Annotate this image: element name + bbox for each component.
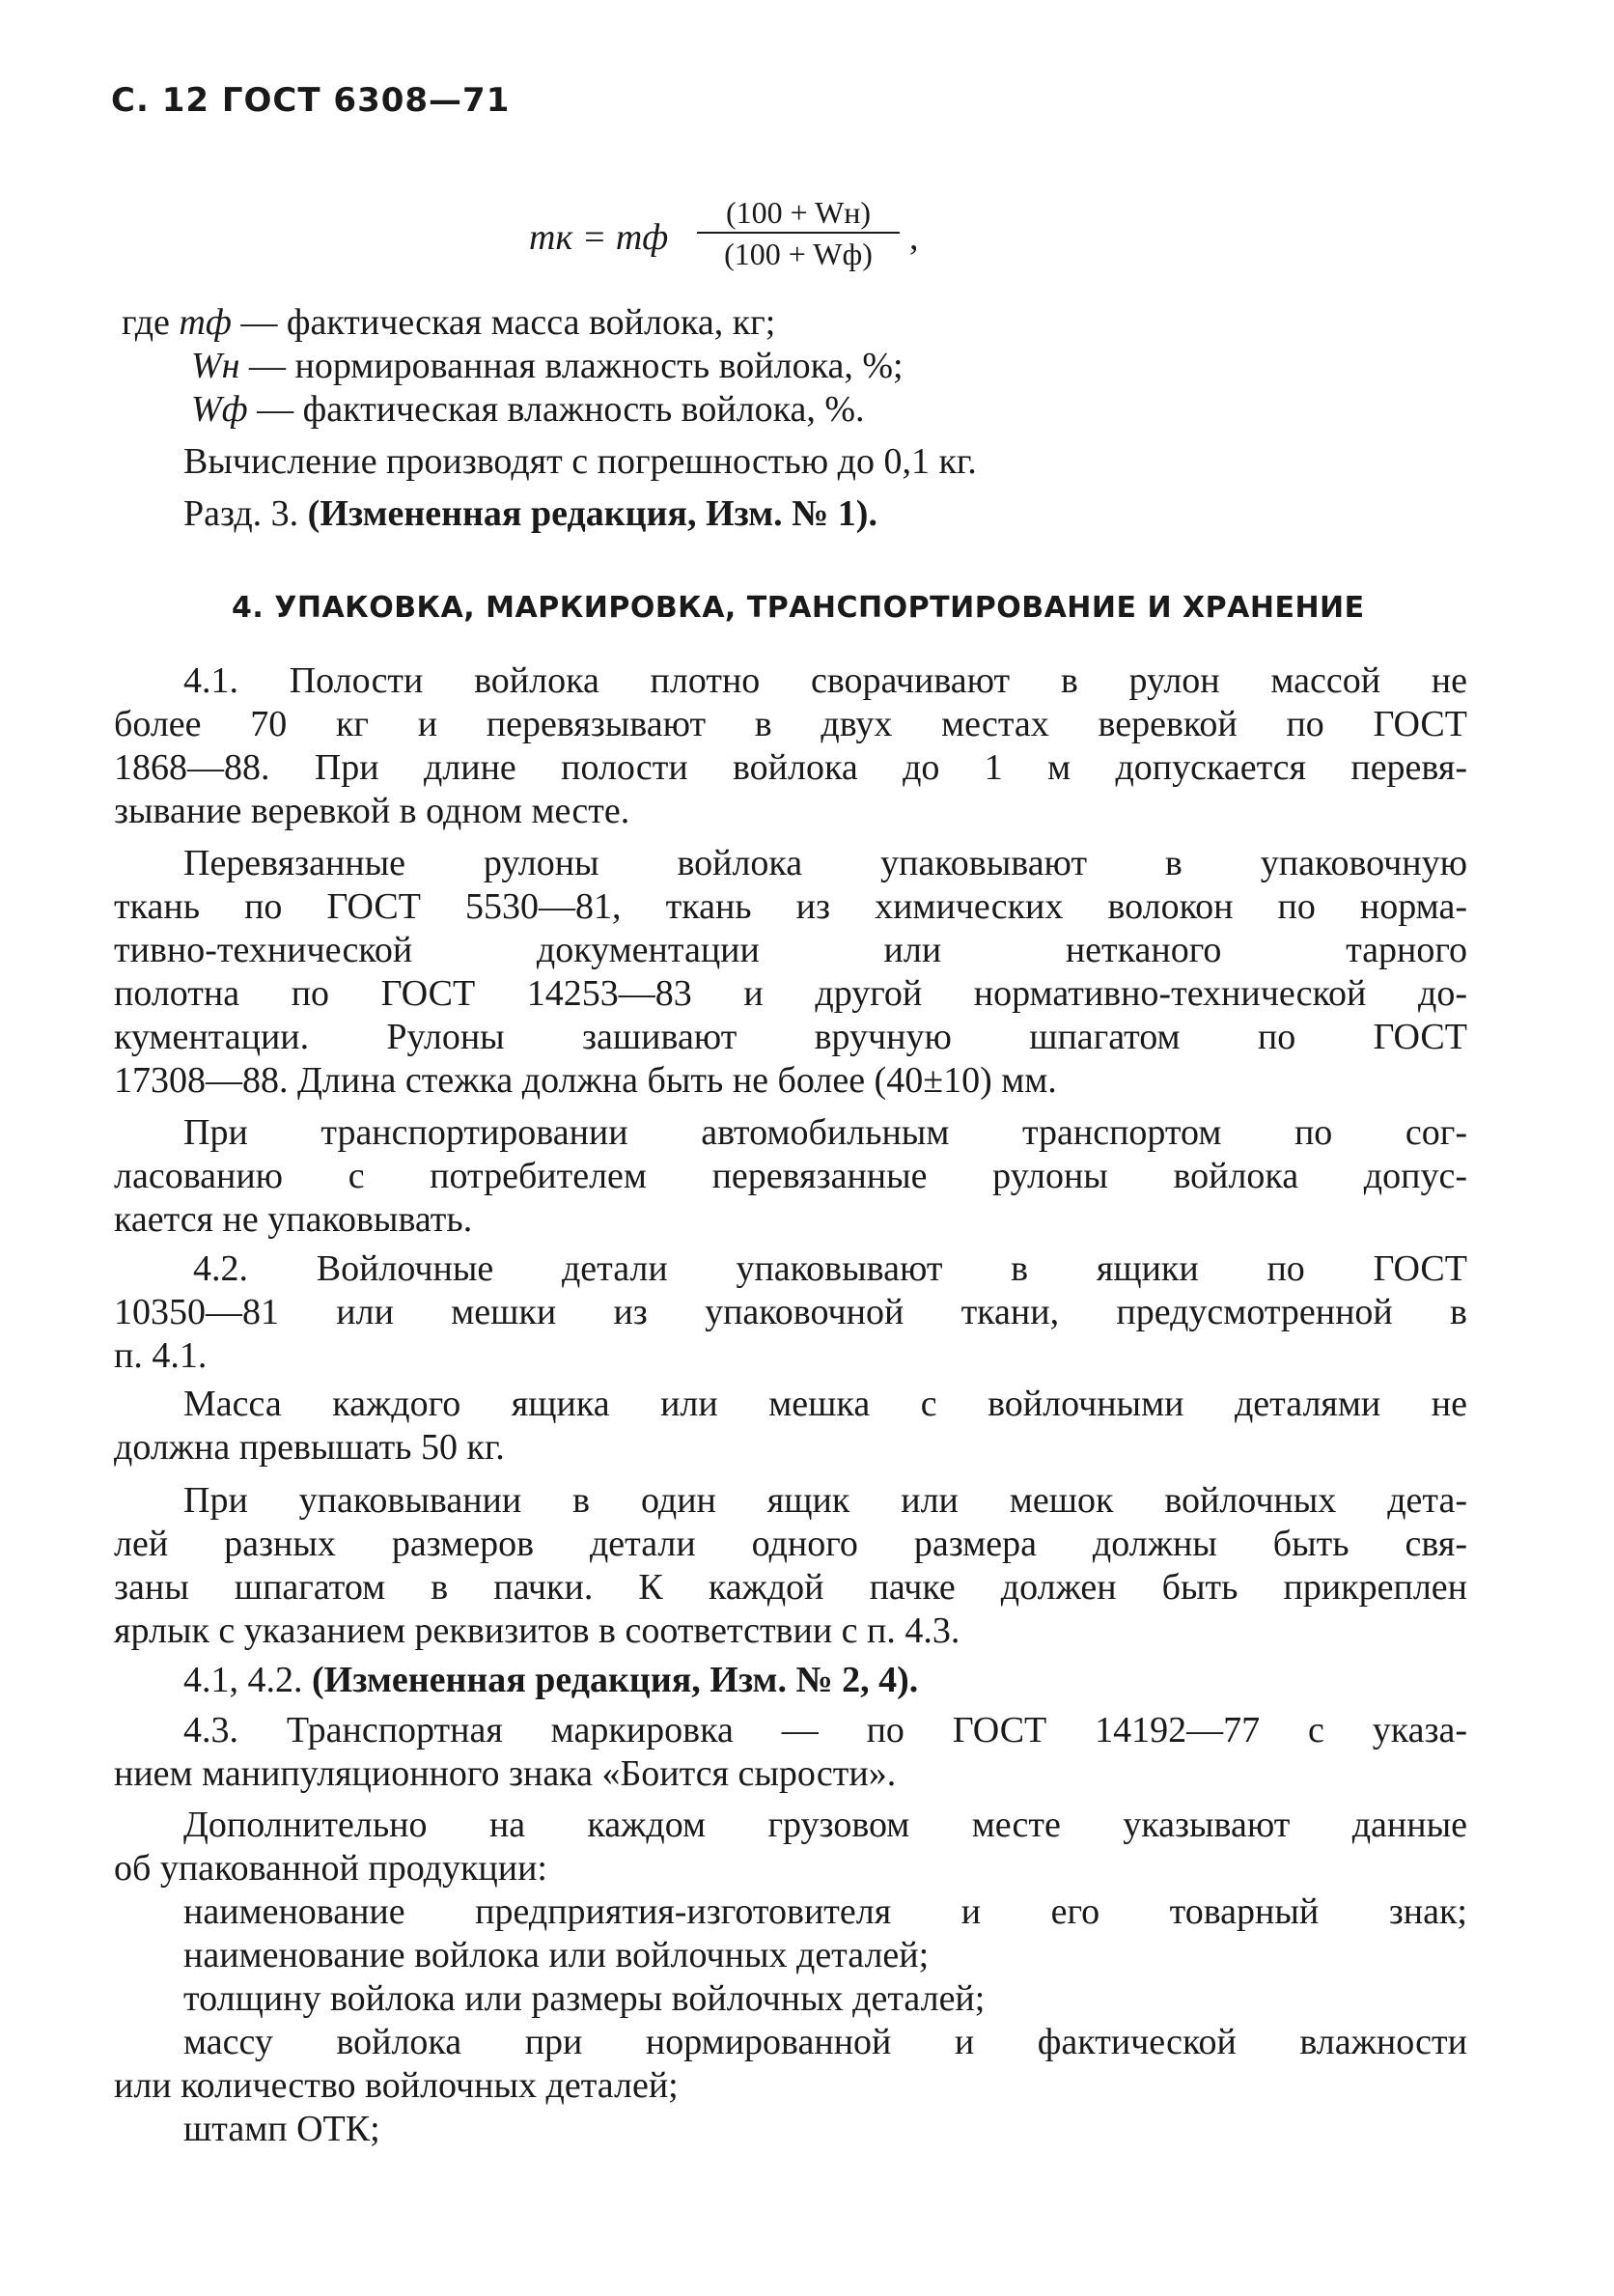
text-line: Масса каждого ящика или мешка с войлочными деталями не [183,1384,1467,1424]
definition-text: — фактическая влажность войлока, %. [247,389,865,430]
formula-numerator: (100 + Wн) [725,195,872,230]
amendment-prefix: 4.1, 4.2. [183,1660,312,1700]
formula-trailing-comma: , [909,217,919,258]
section4-amendment [183,1659,918,1701]
definition-wf [191,388,865,431]
text-line: кается не упаковывать. [114,1199,473,1240]
text-line: п. 4.1. [114,1335,208,1376]
definition-symbol: Wф [191,389,248,430]
text-line: При упаковывании в один ящик или мешок войлочных дета- [183,1480,1467,1521]
text-line: 4.3. Транспортная маркировка — по ГОСТ 14192—77 с указа- [183,1710,1467,1750]
moisture-formula [529,193,934,290]
list-item: или количество войлочных деталей; [114,2065,679,2106]
section3-amendment [183,492,877,535]
text-line: 4.2. Войлочные детали упаковывают в ящики по ГОСТ [193,1248,1467,1289]
list-item: массу войлока при нормированной и фактической влажности [183,2022,1467,2062]
text-line: 10350—81 или мешки из упаковочной ткани, предусмотренной в [114,1292,1467,1332]
text-line: тивно-технической документации или нетканого тарного [114,930,1467,970]
definition-symbol: mф [179,302,232,343]
text-line: зывание веревкой в одном месте. [114,791,630,831]
definition-symbol: Wн [191,346,240,386]
list-item: штамп ОТК; [183,2109,380,2149]
text-line: Перевязанные рулоны войлока упаковывают в упаковочную [183,843,1467,883]
text-line: об упакованной продукции: [114,1848,547,1889]
formula-denominator: (100 + Wф) [724,237,873,271]
definition-text: — нормированная влажность войлока, %; [239,346,904,386]
text-line: лей разных размеров детали одного размера должны быть свя- [114,1524,1467,1564]
text-line: более 70 кг и перевязывают в двух местах веревкой по ГОСТ [114,704,1467,744]
text-line: кументации. Рулоны зашивают вручную шпагатом по ГОСТ [114,1017,1467,1057]
text-line: 4.1. Полости войлока плотно сворачивают в рулон массой не [183,660,1467,701]
text-line: При транспортировании автомобильным транспортом по сог- [183,1112,1467,1153]
text-line: ткань по ГОСТ 5530—81, ткань из химических волокон по норма- [114,886,1467,927]
text-line: заны шпагатом в пачки. К каждой пачке должен быть прикреплен [114,1567,1467,1608]
list-item: толщину войлока или размеры войлочных деталей; [183,1978,986,2019]
text-line: ярлык с указанием реквизитов в соответствии с п. 4.3. [114,1610,960,1651]
text-line: нием манипуляционного знака «Боится сырости». [114,1753,897,1794]
definition-prefix: где [122,302,180,343]
list-item: наименование предприятия-изготовителя и его товарный знак; [183,1891,1467,1932]
list-item: наименование войлока или войлочных деталей; [183,1935,930,1975]
formula-lhs: mк = mф [529,217,669,258]
page-header: С. 12 ГОСТ 6308—71 [111,81,511,120]
amendment-note: (Измененная редакция, Изм. № 1). [307,493,877,534]
text-line: 17308—88. Длина стежка должна быть не более (40±10) мм. [114,1060,1057,1101]
amendment-note: (Измененная редакция, Изм. № 2, 4). [312,1660,919,1700]
text-line: должна превышать 50 кг. [114,1427,505,1468]
text-line: полотна по ГОСТ 14253—83 и другой нормативно-технической до- [114,973,1467,1014]
section-4-title: 4. УПАКОВКА, МАРКИРОВКА, ТРАНСПОРТИРОВАНИЕ И ХРАНЕНИЕ [232,591,1365,625]
calculation-note: Вычисление производят с погрешностью до 0,1 кг. [183,441,977,482]
text-line: 1868—88. При длине полости войлока до 1 м допускается перевя- [114,747,1467,788]
definition-wn [191,345,904,387]
definition-mf [122,301,775,344]
formula-fraction [697,193,900,274]
amendment-prefix: Разд. 3. [183,493,308,534]
text-line: Дополнительно на каждом грузовом месте указывают данные [183,1805,1467,1845]
text-line: ласованию с потребителем перевязанные рулоны войлока допус- [114,1156,1467,1196]
definition-text: — фактическая масса войлока, кг; [231,302,776,343]
